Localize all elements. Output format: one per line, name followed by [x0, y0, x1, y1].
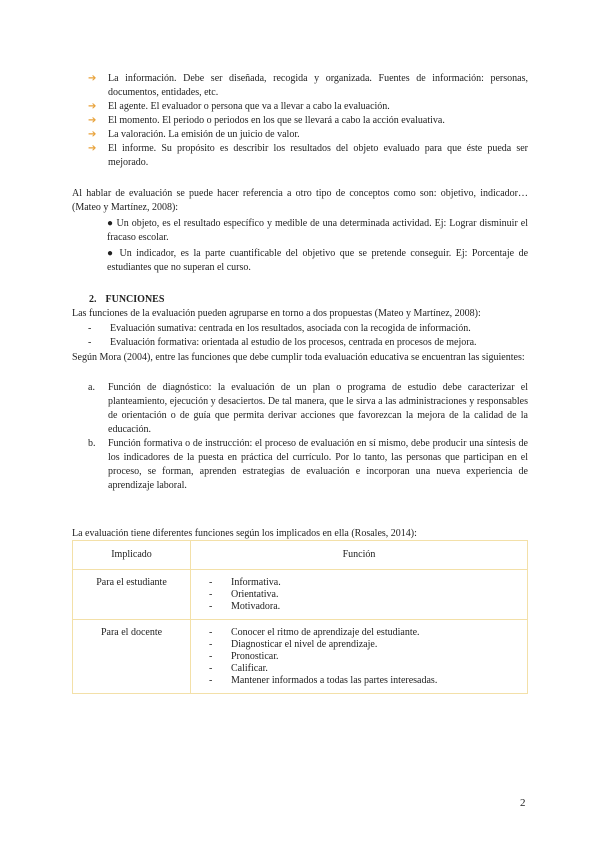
functions-intro: Las funciones de la evaluación pueden agruparse en torno a dos propuestas (Mateo y Martínez, 2008):	[72, 308, 481, 319]
dash-mark: -	[209, 651, 213, 662]
concept-bullet	[107, 217, 528, 245]
functions-table	[72, 540, 528, 694]
function-text: Orientativa.	[231, 589, 279, 600]
concepts-paragraph: Al hablar de evaluación se puede hacer referencia a otro tipo de conceptos como son: objetivo, indicador… (Mateo y Martínez, 2008):	[72, 188, 528, 213]
function-text: Diagnosticar el nivel de aprendizaje.	[231, 639, 378, 650]
concept-bullet-text: Un objeto, es el resultado específico y medible de una determinada actividad. Ej: Lograr disminuir el fracaso escolar.	[107, 218, 528, 243]
implicado-cell: Para el docente	[73, 620, 191, 694]
arrow-item-text: El agente. El evaluador o persona que va a llevar a cabo la evaluación.	[108, 101, 390, 112]
header-funcion: Función	[191, 541, 528, 570]
dash-mark: -	[209, 589, 213, 600]
alpha-item-text: Función de diagnóstico: la evaluación de un plan o programa de estudio debe caracterizar el planteamiento, ejecución y desaciertos. De tal manera, que le sirva a las administraciones y responsables de orientación o de guía que permita derivar acciones que favorezcan la mejora de la calidad de la educación.	[108, 382, 528, 435]
function-item	[209, 577, 523, 589]
section-number: 2.	[89, 294, 97, 305]
dash-mark: -	[209, 663, 213, 674]
funcion-cell	[191, 620, 528, 694]
arrow-list-item	[88, 114, 528, 128]
dash-item-text: Evaluación sumativa: centrada en los resultados, asociada con la recogida de información.	[110, 323, 471, 334]
dash-mark: -	[209, 627, 213, 638]
alpha-list	[88, 381, 528, 493]
arrow-right-icon: ➔	[88, 73, 97, 84]
function-text: Calificar.	[231, 663, 268, 674]
arrow-list-item	[88, 142, 528, 170]
section-title: FUNCIONES	[105, 294, 165, 305]
concept-bullet-text: Un indicador, es la parte cuantificable del objetivo que se pretende conseguir. Ej: Porcentaje de estudiantes que no superan el curso.	[107, 248, 529, 273]
function-item	[209, 675, 523, 687]
table-caption: La evaluación tiene diferentes funciones según los implicados en ella (Rosales, 2014):	[72, 528, 417, 539]
arrow-list-item	[88, 72, 528, 100]
dash-item-text: Evaluación formativa: orientada al estudio de los procesos, centrada en procesos de mejora.	[110, 337, 477, 348]
function-text: Mantener informados a todas las partes interesadas.	[231, 675, 438, 686]
alpha-mark: a.	[88, 382, 95, 393]
dash-mark: -	[209, 639, 213, 650]
table-header-row	[73, 541, 528, 570]
table-row	[73, 570, 528, 620]
alpha-list-item	[88, 381, 528, 437]
function-item	[209, 601, 523, 613]
arrow-right-icon: ➔	[88, 115, 97, 126]
dash-mark: -	[88, 323, 92, 334]
arrow-item-text: El momento. El periodo o periodos en los que se llevará a cabo la acción evaluativa.	[108, 115, 445, 126]
dash-mark: -	[209, 577, 213, 588]
alpha-list-item	[88, 437, 528, 493]
arrow-right-icon: ➔	[88, 143, 97, 154]
section-heading	[89, 293, 164, 307]
dash-list-item	[88, 336, 528, 350]
mora-paragraph: Según Mora (2004), entre las funciones que debe cumplir toda evaluación educativa se encuentran las siguientes:	[72, 352, 525, 363]
header-implicado: Implicado	[73, 541, 191, 570]
dash-list-item	[88, 322, 528, 336]
function-item	[209, 663, 523, 675]
page-number: 2	[520, 797, 526, 809]
dash-list	[88, 322, 528, 350]
funcion-cell	[191, 570, 528, 620]
dash-mark: -	[209, 601, 213, 612]
arrow-list	[88, 72, 528, 170]
function-item	[209, 639, 523, 651]
dash-mark: -	[209, 675, 213, 686]
arrow-list-item	[88, 100, 528, 114]
table-row	[73, 620, 528, 694]
alpha-item-text: Función formativa o de instrucción: el proceso de evaluación en sí mismo, debe producir una síntesis de los indicadores de la puesta en práctica del currículo. Por lo tanto, las personas que participan en el proceso, se forman, aprenden estrategias de evaluación e incorporan una nueva experiencia de aprendizaje laboral.	[108, 438, 528, 491]
alpha-mark: b.	[88, 438, 96, 449]
function-item	[209, 627, 523, 639]
function-text: Pronosticar.	[231, 651, 279, 662]
bullet-icon: ●	[107, 248, 116, 259]
concept-bullet	[107, 247, 528, 275]
bullet-icon: ●	[107, 218, 114, 229]
arrow-right-icon: ➔	[88, 101, 97, 112]
implicado-cell: Para el estudiante	[73, 570, 191, 620]
function-text: Conocer el ritmo de aprendizaje del estudiante.	[231, 627, 420, 638]
function-item	[209, 589, 523, 601]
arrow-item-text: El informe. Su propósito es describir los resultados del objeto evaluado para que éste pueda ser mejorado.	[108, 143, 528, 168]
arrow-list-item	[88, 128, 528, 142]
arrow-item-text: La información. Debe ser diseñada, recogida y organizada. Fuentes de información: personas, documentos, entidades, etc.	[108, 73, 528, 98]
function-text: Informativa.	[231, 577, 281, 588]
arrow-item-text: La valoración. La emisión de un juicio de valor.	[108, 129, 300, 140]
function-text: Motivadora.	[231, 601, 281, 612]
arrow-right-icon: ➔	[88, 129, 97, 140]
function-item	[209, 651, 523, 663]
dash-mark: -	[88, 337, 92, 348]
